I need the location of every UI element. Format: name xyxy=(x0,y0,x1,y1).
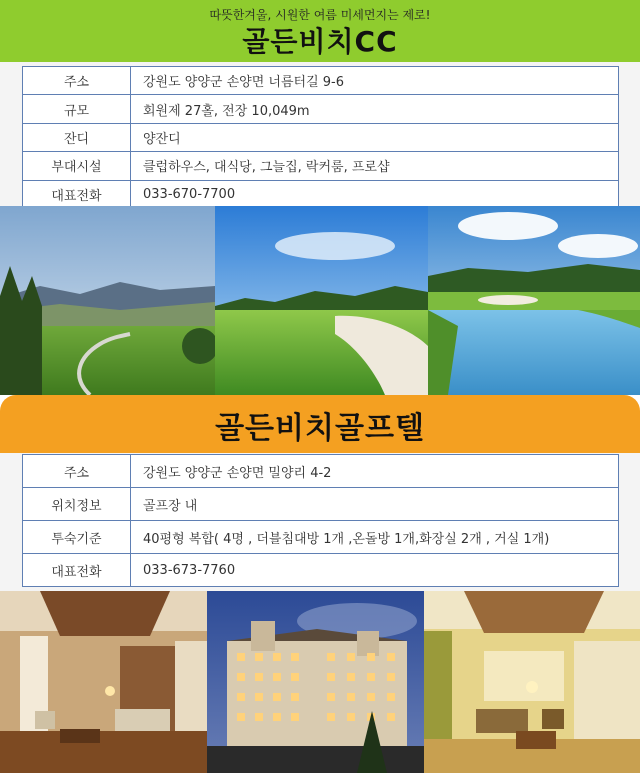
golf-photo-lake xyxy=(428,206,640,395)
row-label: 주소 xyxy=(23,67,131,95)
row-label: 위치정보 xyxy=(23,488,131,521)
table-row xyxy=(23,488,619,521)
row-label: 투숙기준 xyxy=(23,521,131,554)
table-row xyxy=(23,521,619,554)
table-row xyxy=(23,95,619,123)
hotel-photo-living-room xyxy=(0,591,207,773)
row-label: 주소 xyxy=(23,455,131,488)
row-label: 부대시설 xyxy=(23,152,131,180)
row-label: 규모 xyxy=(23,95,131,123)
golf-photo-bunker xyxy=(215,206,428,395)
row-value: 033-673-7760 xyxy=(131,554,619,587)
row-value: 강원도 양양군 손양면 밀양리 4-2 xyxy=(131,455,619,488)
row-value: 회원제 27홀, 전장 10,049m xyxy=(131,95,619,123)
table-row xyxy=(23,152,619,180)
row-label: 잔디 xyxy=(23,123,131,151)
golf-title: 골든비치CC xyxy=(242,25,398,58)
row-label: 대표전화 xyxy=(23,180,131,208)
table-row xyxy=(23,180,619,208)
table-row xyxy=(23,554,619,587)
row-value: 클럽하우스, 대식당, 그늘집, 락커룸, 프로샵 xyxy=(131,152,619,180)
golf-banner xyxy=(0,0,640,62)
table-row xyxy=(23,455,619,488)
row-value: 강원도 양양군 손양면 너름터길 9-6 xyxy=(131,67,619,95)
row-value: 양잔디 xyxy=(131,123,619,151)
row-label: 대표전화 xyxy=(23,554,131,587)
golf-info-table xyxy=(22,66,619,209)
table-row xyxy=(23,67,619,95)
hotel-photo-lounge xyxy=(424,591,640,773)
row-value: 골프장 내 xyxy=(131,488,619,521)
hotel-photo-building-night xyxy=(207,591,424,773)
hotel-info-table xyxy=(22,454,619,587)
golf-photo-mountain-fairway xyxy=(0,206,215,395)
table-row xyxy=(23,123,619,151)
row-value: 033-670-7700 xyxy=(131,180,619,208)
hotel-banner xyxy=(0,395,640,453)
hotel-title: 골든비치골프텔 xyxy=(215,411,425,446)
golf-tagline: 따뜻한겨울, 시원한 여름 미세먼지는 제로! xyxy=(209,8,431,22)
row-value: 40평형 복합( 4명 , 더블침대방 1개 ,온돌방 1개,화장실 2개 , 거실 1개) xyxy=(131,521,619,554)
